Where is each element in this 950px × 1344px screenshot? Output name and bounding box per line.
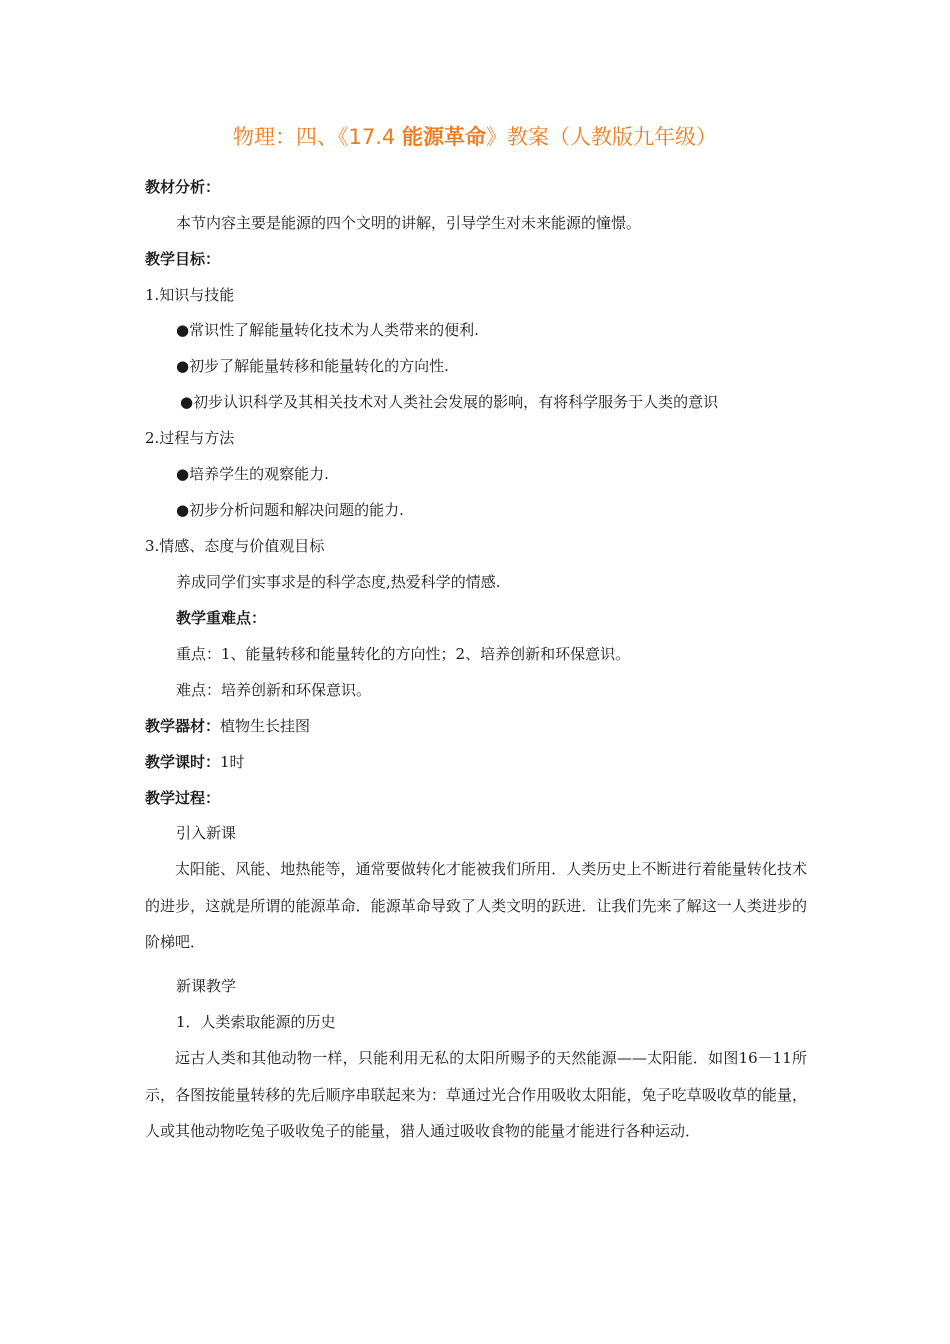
title-suffix: 》教案（人教版九年级） <box>485 125 717 149</box>
emotion-text: 养成同学们实事求是的科学态度,热爱科学的情感. <box>176 573 501 591</box>
hours-row <box>145 752 245 772</box>
title-bold: 能源革命 <box>401 125 486 149</box>
intro-heading: 引入新课 <box>176 824 237 842</box>
intro-paragraph: 太阳能、风能、地热能等，通常要做转化才能被我们所用．人类历史上不断进行着能量转化技术的进步，这就是所谓的能源革命．能源革命导致了人类文明的跃进．让我们先来了解这一人类进步的阶梯吧． <box>145 860 807 951</box>
keypoints-heading: 教学重难点： <box>176 609 267 627</box>
process-heading: 2.过程与方法 <box>145 429 235 447</box>
materials-row <box>145 716 310 736</box>
title-prefix: 物理：四、《17.4 <box>233 125 402 149</box>
keypoints-focus: 重点：1、能量转移和能量转化的方向性；2、培养创新和环保意识。 <box>176 645 631 663</box>
hours-value: 1时 <box>220 753 245 771</box>
section1-paragraph: 远古人类和其他动物一样，只能利用无私的太阳所赐予的天然能源——太阳能．如图16－11所示，各图按能量转移的先后顺序串联起来为：草通过光合作用吸收太阳能，兔子吃草吸收草的能量，人或其他动物吃兔子吸收兔子的能量，猎人通过吸收食物的能量才能进行各种运动． <box>145 1049 807 1140</box>
hours-label: 教学课时： <box>145 753 221 771</box>
knowledge-bullet-3: ●初步认识科学及其相关技术对人类社会发展的影响，有将科学服务于人类的意识 <box>180 393 719 411</box>
knowledge-bullet-2: ●初步了解能量转移和能量转化的方向性. <box>176 357 449 375</box>
section1-heading: 1．人类索取能源的历史 <box>176 1013 336 1031</box>
knowledge-bullet-1: ●常识性了解能量转化技术为人类带来的便利. <box>176 321 479 339</box>
knowledge-heading: 1.知识与技能 <box>145 286 235 304</box>
process-bullet-2: ●初步分析问题和解决问题的能力. <box>176 501 404 519</box>
analysis-text: 本节内容主要是能源的四个文明的讲解，引导学生对未来能源的憧憬。 <box>176 214 642 232</box>
new-lesson-heading: 新课教学 <box>176 977 237 995</box>
process-bullet-1: ●培养学生的观察能力. <box>176 465 329 483</box>
analysis-heading: 教材分析： <box>145 178 221 196</box>
materials-value: 植物生长挂图 <box>220 717 311 735</box>
keypoints-difficulty: 难点：培养创新和环保意识。 <box>176 681 372 699</box>
emotion-heading: 3.情感、态度与价值观目标 <box>145 537 325 555</box>
procedure-heading: 教学过程： <box>145 789 221 807</box>
goals-heading: 教学目标： <box>145 250 221 268</box>
document-title <box>0 124 950 150</box>
materials-label: 教学器材： <box>145 717 221 735</box>
